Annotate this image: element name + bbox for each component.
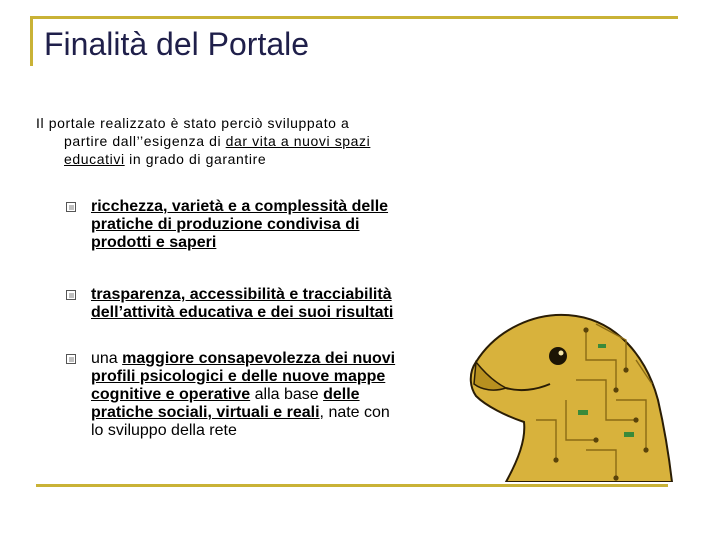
bullet-text-emphasis: pratiche sociali, virtuali e reali (91, 404, 320, 421)
bullet-line (91, 386, 446, 404)
intro-line-2-text: partire dall’’esigenza di (64, 133, 226, 149)
bottom-rule (36, 484, 668, 487)
intro-line-3-underlined: educativi (64, 151, 125, 167)
bird-body-shape (471, 315, 672, 482)
intro-paragraph (36, 114, 436, 168)
top-rule (30, 16, 678, 19)
bullet-line (91, 350, 446, 368)
bullet-text (91, 286, 446, 322)
bullet-text-plain: una (91, 350, 123, 367)
bullet-line: ricchezza, varietà e a complessità delle (91, 198, 389, 215)
bullet-line: trasparenza, accessibilità e tracciabilità (91, 286, 392, 303)
bullet-line: profili psicologici e delle nuove mappe (91, 368, 386, 385)
bullet-item-ricchezza (66, 198, 446, 252)
bullet-line (91, 404, 446, 422)
intro-line-3 (36, 150, 436, 168)
bullet-text-plain: alla base (250, 386, 324, 403)
intro-line-2 (36, 132, 436, 150)
bullet-line: pratiche di produzione condivisa di (91, 216, 360, 233)
left-rule (30, 16, 33, 66)
bullet-text-emphasis: maggiore consapevolezza dei nuovi (122, 350, 396, 367)
circuit-bird-illustration (466, 300, 674, 482)
bullet-text (91, 350, 446, 440)
page-title: Finalità del Portale (44, 26, 310, 62)
bullet-text-emphasis: cognitive e operative (91, 386, 251, 403)
bullet-text-plain: , nate con (319, 404, 390, 421)
bullet-icon (66, 354, 76, 364)
intro-line-1: Il portale realizzato è stato perciò sviluppato a (36, 115, 350, 131)
bullet-item-trasparenza (66, 286, 446, 322)
bird-eye-icon (549, 347, 567, 365)
bird-eye-highlight (559, 351, 564, 356)
bullet-text-emphasis: delle (323, 386, 360, 403)
bullet-line: lo sviluppo della rete (91, 422, 237, 439)
intro-line-3-text: in grado di garantire (124, 151, 267, 167)
bullet-line: prodotti e saperi (91, 234, 217, 251)
bullet-text (91, 198, 446, 252)
bullet-line: dell’attività educativa e dei suoi risultati (91, 304, 394, 321)
bullet-item-consapevolezza (66, 350, 446, 440)
bullet-icon (66, 202, 76, 212)
intro-line-2-underlined: dar vita a nuovi spazi (225, 133, 371, 149)
bullet-icon (66, 290, 76, 300)
